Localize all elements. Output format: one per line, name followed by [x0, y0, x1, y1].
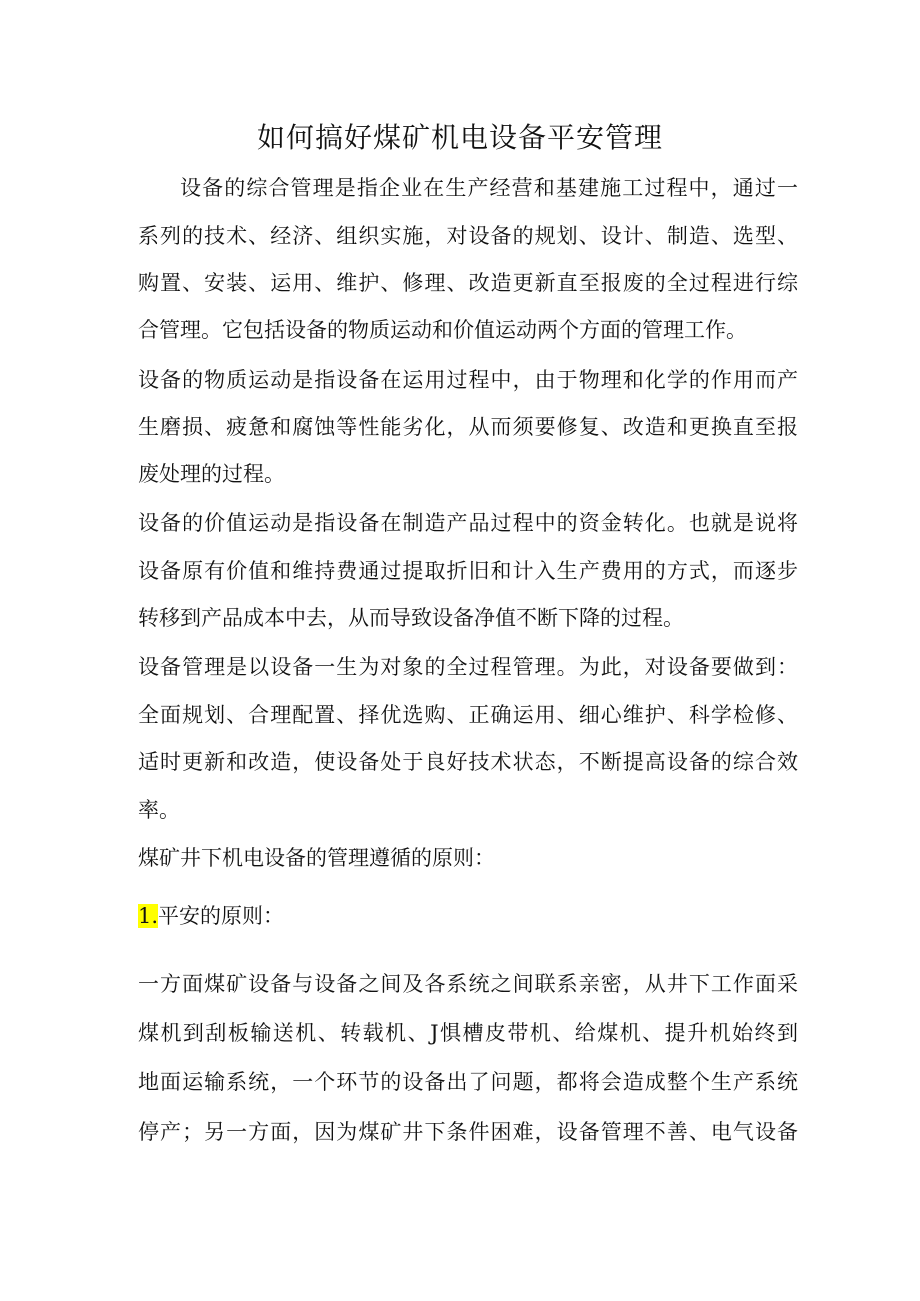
para1-line1: 设备的综合管理是指企业在生产经营和基建施工过程中，通过一 — [180, 176, 798, 200]
para3-line1: 设备的价值运动是指设备在制造产品过程中的资金转化。也就是说将 — [138, 511, 798, 535]
para4-line3: 适时更新和改造，使设备处于良好技术状态，不断提高设备的综合效 — [138, 750, 798, 774]
para1-line2: 系列的技术、经济、组织实施，对设备的规划、设计、制造、选型、 — [138, 224, 798, 248]
principle1-label: 平安的原则： — [158, 904, 285, 928]
principles-heading: 煤矿井下机电设备的管理遵循的原则： — [138, 846, 495, 870]
para5-line1: 一方面煤矿设备与设备之间及各系统之间联系亲密，从井下工作面采 — [138, 972, 798, 996]
para1-line3: 购置、安装、运用、维护、修理、改造更新直至报废的全过程进行综 — [138, 271, 798, 295]
para2-line3: 废处理的过程。 — [138, 462, 285, 486]
para4-line1: 设备管理是以设备一生为对象的全过程管理。为此，对设备要做到： — [138, 655, 798, 679]
para2-line1: 设备的物质运动是指设备在运用过程中，由于物理和化学的作用而产 — [138, 368, 798, 392]
para2-line2: 生磨损、疲惫和腐蚀等性能劣化，从而须要修复、改造和更换直至报 — [138, 415, 798, 439]
para5-line4: 停产；另一方面，因为煤矿井下条件困难，设备管理不善、电气设备 — [138, 1120, 798, 1144]
para5-line2: 煤机到刮板输送机、转载机、J惧槽皮带机、给煤机、提升机始终到 — [138, 1021, 798, 1045]
para4-line4: 率。 — [138, 798, 180, 822]
para1-line4: 合管理。它包括设备的物质运动和价值运动两个方面的管理工作。 — [138, 318, 747, 342]
para3-line3: 转移到产品成本中去，从而导致设备净值不断下降的过程。 — [138, 606, 684, 630]
document-title: 如何搞好煤矿机电设备平安管理 — [256, 121, 663, 154]
para5-line3: 地面运输系统，一个环节的设备出了问题，都将会造成整个生产系统 — [138, 1070, 798, 1094]
para4-line2: 全面规划、合理配置、择优选购、正确运用、细心维护、科学检修、 — [138, 703, 798, 727]
principle1-heading — [138, 901, 798, 931]
principle1-number: 1. — [138, 904, 159, 928]
para3-line2: 设备原有价值和维持费通过提取折旧和计入生产费用的方式，而逐步 — [138, 559, 798, 583]
